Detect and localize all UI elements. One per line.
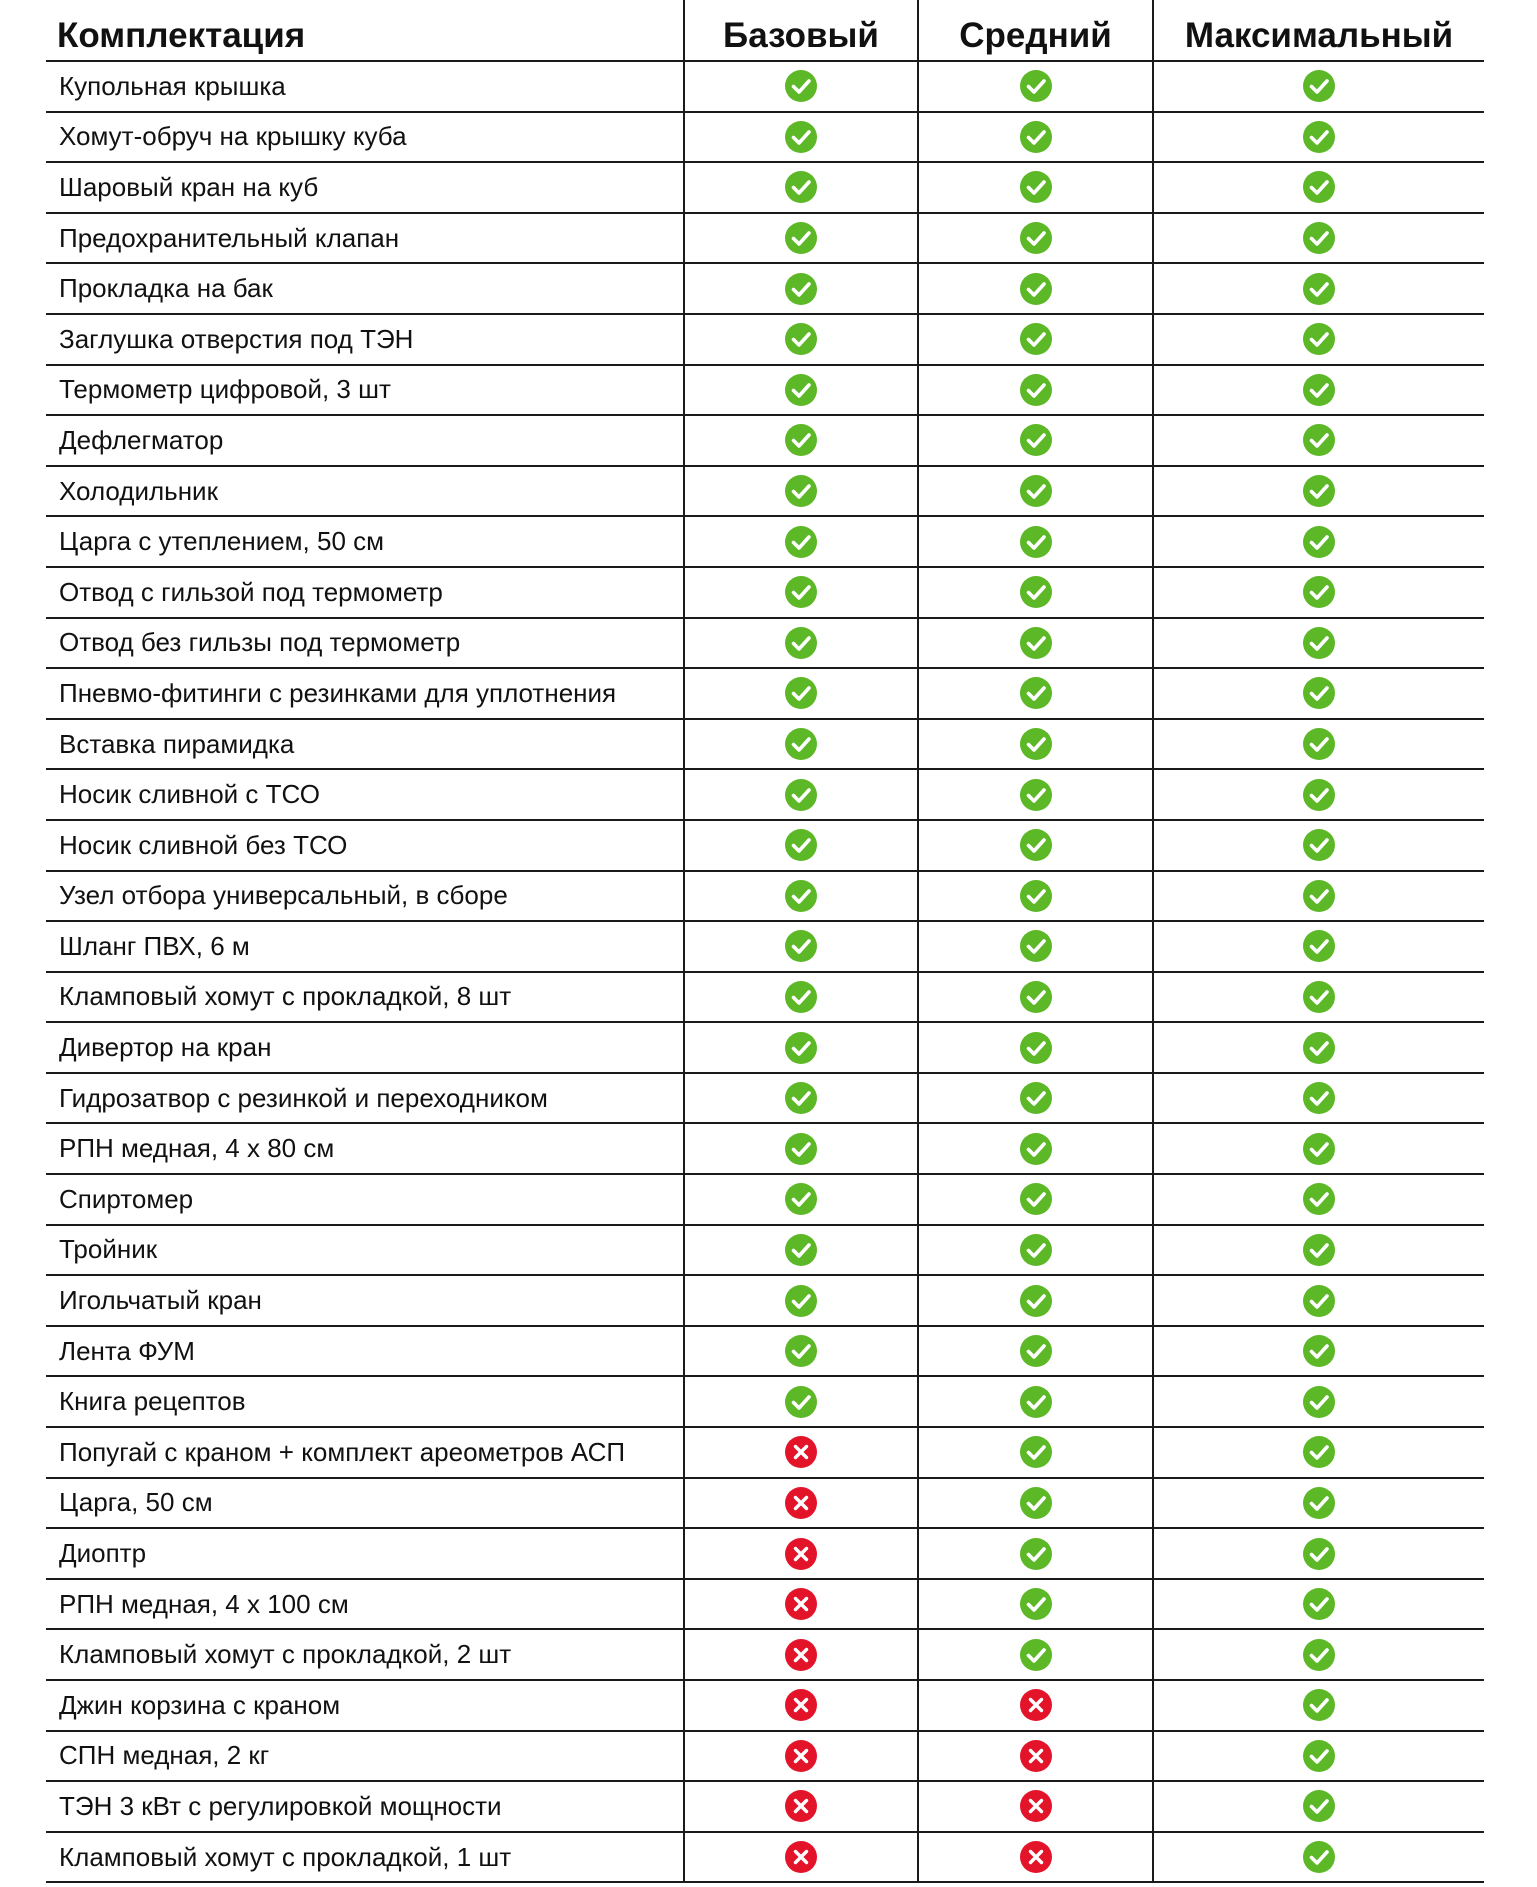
check-circle-icon <box>1302 1182 1336 1216</box>
check-circle-icon <box>784 879 818 913</box>
item-name: Царга, 50 см <box>59 1487 213 1518</box>
table-row <box>46 163 1484 214</box>
table-row <box>46 517 1484 568</box>
item-name: Попугай с краном + комплект ареометров АСП <box>59 1436 626 1467</box>
check-circle-icon <box>1019 322 1053 356</box>
check-circle-icon <box>1019 120 1053 154</box>
item-name: РПН медная, 4 х 100 см <box>59 1588 349 1619</box>
check-circle-icon <box>1302 1840 1336 1874</box>
cell-medium <box>917 821 1152 870</box>
table-row <box>46 619 1484 670</box>
cell-basic <box>683 1732 917 1781</box>
cell-medium <box>917 517 1152 566</box>
check-circle-icon <box>1019 373 1053 407</box>
check-circle-icon <box>1019 1031 1053 1065</box>
table-row <box>46 214 1484 265</box>
table-body <box>46 62 1484 1883</box>
check-circle-icon <box>1019 1081 1053 1115</box>
check-circle-icon <box>1302 525 1336 559</box>
check-circle-icon <box>1302 423 1336 457</box>
check-circle-icon <box>1302 1739 1336 1773</box>
check-circle-icon <box>1302 1638 1336 1672</box>
cell-max <box>1152 1580 1484 1629</box>
cell-basic <box>683 922 917 971</box>
table-row <box>46 973 1484 1024</box>
check-circle-icon <box>1019 1233 1053 1267</box>
check-circle-icon <box>1302 626 1336 660</box>
check-circle-icon <box>784 525 818 559</box>
check-circle-icon <box>1019 1334 1053 1368</box>
check-circle-icon <box>1302 980 1336 1014</box>
check-circle-icon <box>1302 1688 1336 1722</box>
check-circle-icon <box>1019 525 1053 559</box>
check-circle-icon <box>1302 778 1336 812</box>
cell-basic <box>683 1175 917 1224</box>
check-circle-icon <box>1019 879 1053 913</box>
cell-basic <box>683 113 917 162</box>
cell-medium <box>917 62 1152 111</box>
check-circle-icon <box>784 272 818 306</box>
table-row <box>46 1327 1484 1378</box>
item-name: Дивертор на кран <box>59 1032 272 1063</box>
cross-circle-icon <box>784 1789 818 1823</box>
cell-medium <box>917 872 1152 921</box>
check-circle-icon <box>784 828 818 862</box>
item-name: Отвод с гильзой под термометр <box>59 576 443 607</box>
cell-basic <box>683 1124 917 1173</box>
cell-max <box>1152 416 1484 465</box>
cross-circle-icon <box>784 1486 818 1520</box>
table-row <box>46 1226 1484 1277</box>
cross-circle-icon <box>784 1840 818 1874</box>
cell-max <box>1152 113 1484 162</box>
item-name: Заглушка отверстия под ТЭН <box>59 323 414 354</box>
item-name: Царга с утеплением, 50 см <box>59 526 385 557</box>
cell-medium <box>917 1377 1152 1426</box>
table-row <box>46 1833 1484 1884</box>
check-circle-icon <box>1019 1284 1053 1318</box>
cell-medium <box>917 720 1152 769</box>
item-name: Холодильник <box>59 475 218 506</box>
cell-max <box>1152 1226 1484 1275</box>
column-header-max: Максимальный <box>1152 0 1484 60</box>
check-circle-icon <box>784 1233 818 1267</box>
cell-max <box>1152 922 1484 971</box>
cell-max <box>1152 1175 1484 1224</box>
cell-max <box>1152 1124 1484 1173</box>
item-name: Лента ФУМ <box>59 1335 195 1366</box>
cross-circle-icon <box>784 1435 818 1469</box>
cell-basic <box>683 1276 917 1325</box>
cell-medium <box>917 1732 1152 1781</box>
cell-medium <box>917 1276 1152 1325</box>
cell-max <box>1152 1782 1484 1831</box>
cell-max <box>1152 1074 1484 1123</box>
table-row <box>46 1732 1484 1783</box>
item-name: СПН медная, 2 кг <box>59 1740 270 1771</box>
table-row <box>46 821 1484 872</box>
check-circle-icon <box>1019 1132 1053 1166</box>
check-circle-icon <box>784 69 818 103</box>
cell-basic <box>683 619 917 668</box>
check-circle-icon <box>1019 69 1053 103</box>
cell-basic <box>683 872 917 921</box>
cell-medium <box>917 467 1152 516</box>
item-name: ТЭН 3 кВт с регулировкой мощности <box>59 1790 502 1821</box>
cell-medium <box>917 113 1152 162</box>
cell-basic <box>683 1833 917 1882</box>
check-circle-icon <box>1019 1587 1053 1621</box>
check-circle-icon <box>784 373 818 407</box>
item-name: Джин корзина с краном <box>59 1689 341 1720</box>
cell-max <box>1152 973 1484 1022</box>
check-circle-icon <box>1302 1233 1336 1267</box>
table-row <box>46 1782 1484 1833</box>
table-row <box>46 113 1484 164</box>
check-circle-icon <box>1019 1486 1053 1520</box>
cell-basic <box>683 1428 917 1477</box>
cell-medium <box>917 770 1152 819</box>
table-row <box>46 872 1484 923</box>
table-header-row <box>46 0 1484 62</box>
table-row <box>46 1630 1484 1681</box>
cell-medium <box>917 214 1152 263</box>
cell-max <box>1152 1276 1484 1325</box>
cell-basic <box>683 669 917 718</box>
check-circle-icon <box>1019 1537 1053 1571</box>
check-circle-icon <box>1019 676 1053 710</box>
cross-circle-icon <box>784 1638 818 1672</box>
cell-basic <box>683 1023 917 1072</box>
cross-circle-icon <box>1019 1789 1053 1823</box>
check-circle-icon <box>784 929 818 963</box>
cell-medium <box>917 1580 1152 1629</box>
check-circle-icon <box>1019 980 1053 1014</box>
cell-basic <box>683 1327 917 1376</box>
item-name: Термометр цифровой, 3 шт <box>59 374 391 405</box>
cell-basic <box>683 720 917 769</box>
item-name: Кламповый хомут с прокладкой, 8 шт <box>59 981 512 1012</box>
check-circle-icon <box>1302 1132 1336 1166</box>
cell-max <box>1152 1833 1484 1882</box>
table-row <box>46 1428 1484 1479</box>
check-circle-icon <box>1019 828 1053 862</box>
cell-basic <box>683 264 917 313</box>
cell-max <box>1152 872 1484 921</box>
table-row <box>46 416 1484 467</box>
check-circle-icon <box>1302 1334 1336 1368</box>
cell-medium <box>917 1782 1152 1831</box>
table-row <box>46 1479 1484 1530</box>
cell-basic <box>683 1782 917 1831</box>
cell-max <box>1152 1023 1484 1072</box>
cell-basic <box>683 821 917 870</box>
check-circle-icon <box>1302 1789 1336 1823</box>
cell-basic <box>683 315 917 364</box>
cell-medium <box>917 1327 1152 1376</box>
check-circle-icon <box>784 120 818 154</box>
cell-medium <box>917 922 1152 971</box>
item-name: Спиртомер <box>59 1183 194 1214</box>
table-row <box>46 1529 1484 1580</box>
cell-medium <box>917 1175 1152 1224</box>
check-circle-icon <box>1302 1081 1336 1115</box>
check-circle-icon <box>1302 828 1336 862</box>
check-circle-icon <box>784 1031 818 1065</box>
cell-medium <box>917 1074 1152 1123</box>
cell-medium <box>917 1023 1152 1072</box>
cross-circle-icon <box>1019 1688 1053 1722</box>
cell-basic <box>683 568 917 617</box>
table-row <box>46 62 1484 113</box>
item-name: Вставка пирамидка <box>59 728 295 759</box>
check-circle-icon <box>1019 626 1053 660</box>
table-row <box>46 1124 1484 1175</box>
item-name: Отвод без гильзы под термометр <box>59 627 461 658</box>
cell-basic <box>683 214 917 263</box>
item-name: Купольная крышка <box>59 70 286 101</box>
check-circle-icon <box>1019 778 1053 812</box>
cell-medium <box>917 163 1152 212</box>
table-row <box>46 568 1484 619</box>
check-circle-icon <box>1019 1385 1053 1419</box>
check-circle-icon <box>1302 1486 1336 1520</box>
check-circle-icon <box>784 727 818 761</box>
item-name: Носик сливной с ТСО <box>59 779 320 810</box>
check-circle-icon <box>784 474 818 508</box>
check-circle-icon <box>1019 474 1053 508</box>
item-name: Пневмо-фитинги с резинками для уплотнения <box>59 677 617 708</box>
cell-max <box>1152 821 1484 870</box>
cross-circle-icon <box>784 1739 818 1773</box>
cross-circle-icon <box>784 1587 818 1621</box>
cell-medium <box>917 366 1152 415</box>
item-name: Тройник <box>59 1234 158 1265</box>
item-name: РПН медная, 4 х 80 см <box>59 1133 335 1164</box>
cross-circle-icon <box>784 1688 818 1722</box>
check-circle-icon <box>1019 423 1053 457</box>
cell-medium <box>917 619 1152 668</box>
cell-medium <box>917 1124 1152 1173</box>
item-name: Шаровый кран на куб <box>59 171 319 202</box>
cell-medium <box>917 1630 1152 1679</box>
cell-medium <box>917 1479 1152 1528</box>
cell-max <box>1152 163 1484 212</box>
table-row <box>46 922 1484 973</box>
cell-max <box>1152 770 1484 819</box>
check-circle-icon <box>1019 1435 1053 1469</box>
check-circle-icon <box>1302 676 1336 710</box>
cell-basic <box>683 1479 917 1528</box>
table-row <box>46 720 1484 771</box>
cell-max <box>1152 467 1484 516</box>
cell-max <box>1152 214 1484 263</box>
cell-basic <box>683 1226 917 1275</box>
check-circle-icon <box>1019 170 1053 204</box>
item-name: Узел отбора универсальный, в сборе <box>59 880 508 911</box>
check-circle-icon <box>784 1284 818 1318</box>
check-circle-icon <box>1302 879 1336 913</box>
check-circle-icon <box>784 626 818 660</box>
check-circle-icon <box>1019 272 1053 306</box>
cell-max <box>1152 619 1484 668</box>
table-row <box>46 366 1484 417</box>
check-circle-icon <box>1302 1031 1336 1065</box>
table-row <box>46 1023 1484 1074</box>
cell-max <box>1152 568 1484 617</box>
cell-max <box>1152 315 1484 364</box>
cell-medium <box>917 1681 1152 1730</box>
cell-basic <box>683 62 917 111</box>
cell-medium <box>917 568 1152 617</box>
item-name: Дефлегматор <box>59 424 224 455</box>
cell-medium <box>917 1226 1152 1275</box>
equipment-comparison-table <box>46 0 1484 1883</box>
cell-basic <box>683 1681 917 1730</box>
check-circle-icon <box>1302 1385 1336 1419</box>
item-name: Прокладка на бак <box>59 273 273 304</box>
cell-max <box>1152 1529 1484 1578</box>
table-row <box>46 770 1484 821</box>
check-circle-icon <box>784 423 818 457</box>
item-name: Носик сливной без ТСО <box>59 829 348 860</box>
check-circle-icon <box>1019 929 1053 963</box>
cell-max <box>1152 1327 1484 1376</box>
item-name: Предохранительный клапан <box>59 222 400 253</box>
check-circle-icon <box>1302 1587 1336 1621</box>
cell-basic <box>683 517 917 566</box>
cell-basic <box>683 1529 917 1578</box>
cross-circle-icon <box>1019 1739 1053 1773</box>
item-name: Кламповый хомут с прокладкой, 2 шт <box>59 1639 512 1670</box>
table-row <box>46 1377 1484 1428</box>
check-circle-icon <box>1302 69 1336 103</box>
check-circle-icon <box>1302 575 1336 609</box>
check-circle-icon <box>1019 1182 1053 1216</box>
cell-basic <box>683 1074 917 1123</box>
check-circle-icon <box>784 221 818 255</box>
check-circle-icon <box>784 1385 818 1419</box>
check-circle-icon <box>1302 170 1336 204</box>
column-header-item: Комплектация <box>57 16 306 55</box>
cell-medium <box>917 1833 1152 1882</box>
cell-medium <box>917 315 1152 364</box>
cell-medium <box>917 1428 1152 1477</box>
check-circle-icon <box>1019 575 1053 609</box>
check-circle-icon <box>1302 221 1336 255</box>
cell-max <box>1152 1428 1484 1477</box>
table-row <box>46 1175 1484 1226</box>
check-circle-icon <box>1302 727 1336 761</box>
check-circle-icon <box>1302 322 1336 356</box>
check-circle-icon <box>784 980 818 1014</box>
cell-medium <box>917 264 1152 313</box>
cell-medium <box>917 1529 1152 1578</box>
check-circle-icon <box>784 170 818 204</box>
check-circle-icon <box>1302 373 1336 407</box>
table-row <box>46 1276 1484 1327</box>
cell-max <box>1152 1732 1484 1781</box>
cell-max <box>1152 517 1484 566</box>
cell-max <box>1152 366 1484 415</box>
check-circle-icon <box>1302 1537 1336 1571</box>
check-circle-icon <box>784 1182 818 1216</box>
cell-basic <box>683 467 917 516</box>
check-circle-icon <box>1302 929 1336 963</box>
check-circle-icon <box>1302 1435 1336 1469</box>
cell-basic <box>683 366 917 415</box>
table-row <box>46 264 1484 315</box>
item-name: Шланг ПВХ, 6 м <box>59 930 250 961</box>
cell-medium <box>917 973 1152 1022</box>
check-circle-icon <box>784 1334 818 1368</box>
check-circle-icon <box>784 1132 818 1166</box>
item-name: Хомут-обруч на крышку куба <box>59 121 407 152</box>
table-row <box>46 1580 1484 1631</box>
table-row <box>46 1681 1484 1732</box>
check-circle-icon <box>784 778 818 812</box>
cell-basic <box>683 1630 917 1679</box>
table-row <box>46 315 1484 366</box>
table-row <box>46 1074 1484 1125</box>
cell-basic <box>683 1580 917 1629</box>
item-name: Книга рецептов <box>59 1386 246 1417</box>
check-circle-icon <box>1302 1284 1336 1318</box>
cell-max <box>1152 62 1484 111</box>
cell-medium <box>917 416 1152 465</box>
cell-max <box>1152 669 1484 718</box>
check-circle-icon <box>1302 272 1336 306</box>
cell-medium <box>917 669 1152 718</box>
check-circle-icon <box>784 1081 818 1115</box>
cell-max <box>1152 720 1484 769</box>
item-name: Диоптр <box>59 1538 147 1569</box>
item-name: Игольчатый кран <box>59 1285 262 1316</box>
column-header-medium: Средний <box>917 0 1152 60</box>
cell-max <box>1152 1377 1484 1426</box>
check-circle-icon <box>784 575 818 609</box>
item-name: Гидрозатвор с резинкой и переходником <box>59 1082 548 1113</box>
cell-max <box>1152 1630 1484 1679</box>
cell-basic <box>683 973 917 1022</box>
check-circle-icon <box>1019 1638 1053 1672</box>
check-circle-icon <box>1019 727 1053 761</box>
cell-max <box>1152 1681 1484 1730</box>
check-circle-icon <box>784 322 818 356</box>
cell-basic <box>683 163 917 212</box>
cross-circle-icon <box>784 1537 818 1571</box>
check-circle-icon <box>1302 120 1336 154</box>
cell-max <box>1152 264 1484 313</box>
cell-basic <box>683 770 917 819</box>
table-row <box>46 669 1484 720</box>
check-circle-icon <box>1019 221 1053 255</box>
cell-basic <box>683 1377 917 1426</box>
check-circle-icon <box>784 676 818 710</box>
column-header-basic: Базовый <box>683 0 917 60</box>
cross-circle-icon <box>1019 1840 1053 1874</box>
check-circle-icon <box>1302 474 1336 508</box>
table-row <box>46 467 1484 518</box>
cell-basic <box>683 416 917 465</box>
item-name: Кламповый хомут с прокладкой, 1 шт <box>59 1841 512 1872</box>
cell-max <box>1152 1479 1484 1528</box>
